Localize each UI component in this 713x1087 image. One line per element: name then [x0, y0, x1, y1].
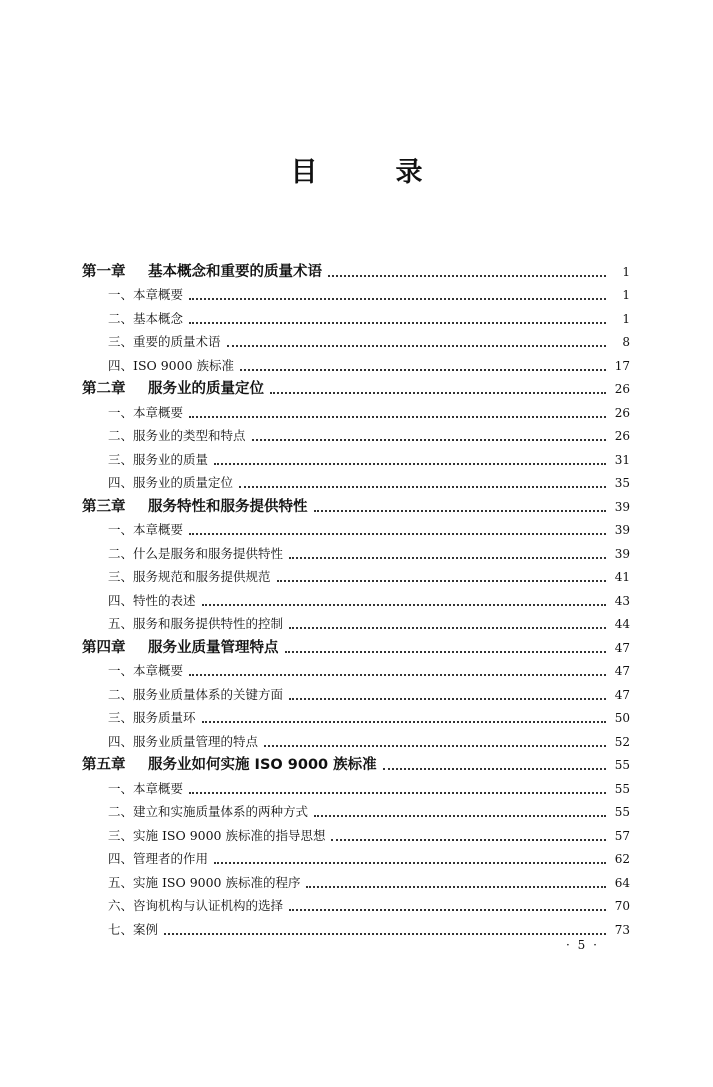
dot-leader: [189, 321, 606, 324]
entry-page-number: 1: [622, 288, 630, 302]
entry-page-number: 39: [614, 499, 630, 514]
entry-title: 二、基本概念: [108, 310, 184, 326]
entry-page-number: 50: [614, 711, 630, 725]
chapter-number: 第二章: [82, 381, 126, 397]
toc-chapter-entry[interactable]: [82, 256, 630, 280]
toc-section-entry[interactable]: [82, 656, 630, 680]
dot-leader: [214, 462, 606, 465]
toc-chapter-entry[interactable]: [82, 491, 630, 515]
entry-page-number: 47: [614, 640, 630, 655]
entry-page-number: 62: [614, 852, 630, 866]
toc-section-entry[interactable]: [82, 350, 630, 374]
dot-leader: [214, 861, 606, 864]
entry-page-number: 47: [614, 664, 630, 678]
toc-section-entry[interactable]: [82, 797, 630, 821]
entry-page-number: 1: [622, 311, 630, 326]
dot-leader: [189, 791, 606, 794]
dot-leader: [289, 556, 606, 559]
dot-leader: [227, 344, 606, 347]
entry-page-number: 57: [614, 828, 630, 843]
entry-page-number: 8: [622, 335, 630, 349]
toc-chapter-entry[interactable]: [82, 374, 630, 398]
dot-leader: [252, 438, 606, 441]
entry-title: 服务业如何实施 ISO 9000 族标准: [148, 757, 377, 773]
dot-leader: [285, 650, 607, 653]
entry-page-number: 44: [614, 617, 630, 631]
entry-title: 四、服务业的质量定位: [108, 475, 234, 490]
entry-page-number: 43: [614, 593, 630, 608]
dot-leader: [189, 532, 606, 535]
entry-title: 一、本章概要: [108, 663, 184, 678]
entry-title: 三、实施 ISO 9000 族标准的指导思想: [108, 827, 326, 843]
page-title: [0, 150, 713, 189]
entry-title: 二、什么是服务和服务提供特性: [108, 545, 284, 561]
toc-section-entry[interactable]: [82, 585, 630, 609]
entry-page-number: 55: [614, 805, 630, 819]
toc-section-entry[interactable]: [82, 867, 630, 891]
dot-leader: [189, 673, 606, 676]
dot-leader: [270, 391, 606, 394]
entry-title: 四、ISO 9000 族标准: [108, 357, 235, 373]
chapter-number: 第一章: [82, 263, 126, 280]
dot-leader: [289, 908, 606, 911]
entry-title: 五、服务和服务提供特性的控制: [108, 616, 284, 631]
entry-title: 一、本章概要: [108, 287, 184, 302]
toc-section-entry[interactable]: [82, 303, 630, 327]
entry-page-number: 26: [614, 382, 630, 396]
dot-leader: [314, 509, 607, 512]
toc-section-entry[interactable]: [82, 609, 630, 633]
dot-leader: [277, 579, 606, 582]
toc-section-entry[interactable]: [82, 421, 630, 445]
entry-page-number: 64: [614, 875, 630, 890]
entry-page-number: 73: [614, 922, 630, 937]
entry-page-number: 47: [614, 687, 630, 702]
table-of-contents: [82, 256, 630, 938]
entry-page-number: 55: [614, 758, 630, 772]
title-char-1: 目: [290, 157, 318, 188]
entry-title: 四、管理者的作用: [108, 851, 209, 866]
dot-leader: [202, 603, 606, 606]
entry-page-number: 70: [614, 899, 630, 913]
dot-leader: [239, 485, 606, 488]
toc-section-entry[interactable]: [82, 397, 630, 421]
toc-section-entry[interactable]: [82, 820, 630, 844]
dot-leader: [164, 932, 606, 935]
entry-title: 服务业的质量定位: [148, 381, 264, 397]
entry-title: 六、咨询机构与认证机构的选择: [108, 898, 284, 913]
dot-leader: [189, 415, 606, 418]
toc-section-entry[interactable]: [82, 844, 630, 868]
entry-page-number: 35: [614, 476, 630, 490]
dot-leader: [264, 744, 606, 747]
entry-page-number: 26: [614, 405, 630, 420]
title-char-2: 录: [395, 157, 423, 188]
entry-title: 三、服务规范和服务提供规范: [108, 569, 271, 584]
dot-leader: [328, 274, 606, 277]
toc-section-entry[interactable]: [82, 703, 630, 727]
toc-section-entry[interactable]: [82, 679, 630, 703]
entry-page-number: 17: [614, 358, 630, 373]
page-number: · 5 ·: [566, 938, 599, 952]
dot-leader: [314, 814, 606, 817]
toc-chapter-entry[interactable]: [82, 632, 630, 656]
chapter-number: 第四章: [82, 639, 126, 656]
toc-chapter-entry[interactable]: [82, 750, 630, 774]
entry-title: 二、建立和实施质量体系的两种方式: [108, 804, 309, 819]
entry-title: 三、服务质量环: [108, 710, 196, 725]
entry-page-number: 41: [614, 570, 630, 584]
dot-leader: [289, 697, 606, 700]
entry-page-number: 26: [614, 429, 630, 443]
entry-title: 基本概念和重要的质量术语: [148, 263, 322, 280]
dot-leader: [240, 368, 606, 371]
entry-title: 一、本章概要: [108, 522, 184, 537]
entry-page-number: 39: [614, 523, 630, 537]
toc-section-entry[interactable]: [82, 327, 630, 351]
entry-title: 四、服务业质量管理的特点: [108, 733, 259, 749]
toc-section-entry[interactable]: [82, 468, 630, 492]
toc-section-entry[interactable]: [82, 538, 630, 562]
entry-title: 七、案例: [108, 921, 159, 937]
entry-page-number: 39: [614, 546, 630, 561]
chapter-number: 第五章: [82, 757, 126, 773]
toc-section-entry[interactable]: [82, 726, 630, 750]
toc-section-entry[interactable]: [82, 914, 630, 938]
dot-leader: [202, 720, 606, 723]
dot-leader: [306, 885, 606, 888]
entry-page-number: 31: [614, 452, 630, 467]
entry-title: 服务业质量管理特点: [148, 639, 279, 656]
toc-section-entry[interactable]: [82, 280, 630, 304]
entry-title: 三、重要的质量术语: [108, 334, 221, 349]
entry-page-number: 52: [614, 734, 630, 749]
dot-leader: [331, 838, 606, 841]
toc-section-entry[interactable]: [82, 515, 630, 539]
entry-page-number: 1: [622, 264, 630, 279]
dot-leader: [383, 767, 606, 770]
chapter-number: 第三章: [82, 498, 126, 515]
entry-title: 四、特性的表述: [108, 592, 196, 608]
entry-page-number: 55: [614, 781, 630, 796]
entry-title: 二、服务业的类型和特点: [108, 428, 246, 443]
toc-section-entry[interactable]: [82, 773, 630, 797]
entry-title: 二、服务业质量体系的关键方面: [108, 686, 284, 702]
entry-title: 服务特性和服务提供特性: [148, 498, 308, 515]
entry-title: 一、本章概要: [108, 780, 184, 796]
toc-section-entry[interactable]: [82, 562, 630, 586]
dot-leader: [189, 297, 606, 300]
dot-leader: [289, 626, 606, 629]
entry-title: 五、实施 ISO 9000 族标准的程序: [108, 874, 301, 890]
toc-section-entry[interactable]: [82, 891, 630, 915]
entry-title: 三、服务业的质量: [108, 451, 209, 467]
toc-section-entry[interactable]: [82, 444, 630, 468]
entry-title: 一、本章概要: [108, 404, 184, 420]
